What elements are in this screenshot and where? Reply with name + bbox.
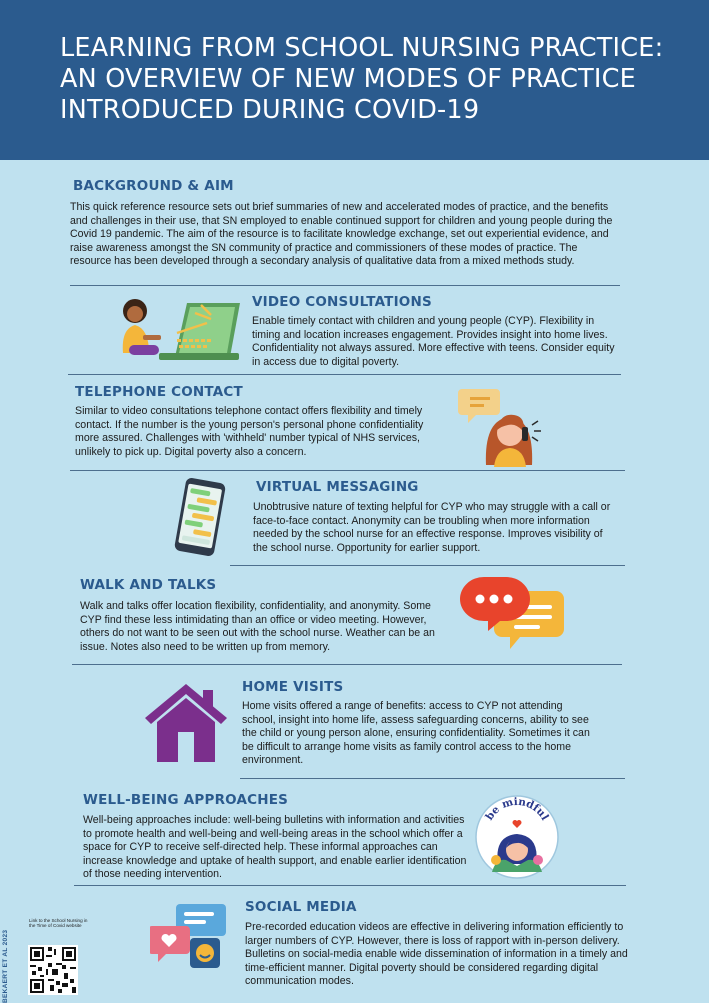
- social-media-icon: [150, 900, 230, 978]
- author-credit: BEKAERT ET AL 2023: [2, 929, 9, 1003]
- background-text: This quick reference resource sets out brief summaries of new and accelerated modes of practice, and the benefits and challenges in their use, that SN employed to enable continued support for children and young people during the Covid 19 pandemic. The aim of the resource is to facilitate knowledge exchange, set out experiential evidence, and raise awareness amongst the SN community of practice and commissioners of these modes of practice. The resource has been developed through a secondary analysis of qualitative data from a mixed methods study.: [70, 201, 613, 268]
- wellbeing-heading: WELL-BEING APPROACHES: [83, 792, 289, 808]
- divider: [68, 374, 621, 375]
- title-line-2: AN OVERVIEW OF NEW MODES OF PRACTICE: [60, 64, 636, 94]
- speech-bubbles-icon: [458, 575, 568, 653]
- title-line-1: LEARNING FROM SCHOOL NURSING PRACTICE:: [60, 33, 664, 63]
- girl-on-phone-icon: [458, 383, 548, 467]
- telephone-heading: TELEPHONE CONTACT: [75, 384, 243, 400]
- wellbeing-text: Well-being approaches include: well-being bulletins with information and activities to promote health and well-being and well-being areas in the school which offer a space for CYP to receive self-directed help. These informal approaches can increase knowledge and uptake of health support, and enable earlier identification of those needing intervention.: [83, 814, 467, 881]
- title-line-3: INTRODUCED DURING COVID-19: [60, 95, 480, 125]
- video-heading: VIDEO CONSULTATIONS: [252, 294, 432, 310]
- divider: [74, 885, 626, 886]
- telephone-text: Similar to video consultations telephone contact offers flexibility and timely contact. If the number is the young person's personal phone confidentiality more assured. Challenges with 'withheld' number typical of NHS services, unlikely to pick up. Digital poverty also a concern.: [75, 405, 424, 458]
- social-heading: SOCIAL MEDIA: [245, 899, 357, 915]
- divider: [230, 565, 625, 566]
- child-with-laptop-icon: [115, 295, 245, 365]
- divider: [70, 470, 625, 471]
- be-mindful-badge-icon: [472, 794, 562, 880]
- divider: [240, 778, 625, 779]
- header-banner: [0, 0, 709, 160]
- badge-text: be mindful: [483, 795, 551, 823]
- house-icon: [143, 682, 229, 764]
- qr-caption: Link to the School Nursing in the Time of Covid website: [29, 918, 88, 929]
- video-text: Enable timely contact with children and young people (CYP). Flexibility in timing and location increases engagement. Provides insight into home lives. Confidentiality not always assured. More effective with teens. Consider equity in access due to digital poverty.: [252, 315, 615, 368]
- smartphone-chat-icon: [168, 478, 232, 556]
- home-heading: HOME VISITS: [242, 679, 344, 695]
- social-text: Pre-recorded education videos are effective in delivering information efficiently to larger numbers of CYP. However, there is loss of rapport with in-person delivery. Bulletins on social-media enable wide dissemination of information in a timely and time-efficient manner. Digital poverty should be considered regarding digital communication modes.: [245, 921, 628, 988]
- divider: [72, 664, 622, 665]
- home-text: Home visits offered a range of benefits: access to CYP not attending school, insight into home life, assess safeguarding concerns, ability to see the child or young person alone, ensuring confidentiality. Sometimes it can be difficult to arrange home visits as family control access to the home environment.: [242, 700, 590, 767]
- walk-text: Walk and talks offer location flexibility, confidentiality, and anonymity. Some CYP find these less intimidating than an office or video meeting. However, others do not want to be seen out with the school nurse. Weather can be an issue. Notes also need to be written up from memory.: [80, 600, 435, 653]
- qr-code-icon[interactable]: [28, 945, 78, 995]
- background-heading: BACKGROUND & AIM: [73, 178, 234, 194]
- page-title: [60, 33, 680, 126]
- messaging-text: Unobtrusive nature of texting helpful for CYP who may struggle with a call or face-to-face contact. Anonymity can be troubling when more information needed by the school nurse for an effective response. Improves visibility of the school nurse. Opportunity for earlier support.: [253, 501, 611, 554]
- messaging-heading: VIRTUAL MESSAGING: [256, 479, 419, 495]
- walk-heading: WALK AND TALKS: [80, 577, 217, 593]
- divider: [70, 285, 620, 286]
